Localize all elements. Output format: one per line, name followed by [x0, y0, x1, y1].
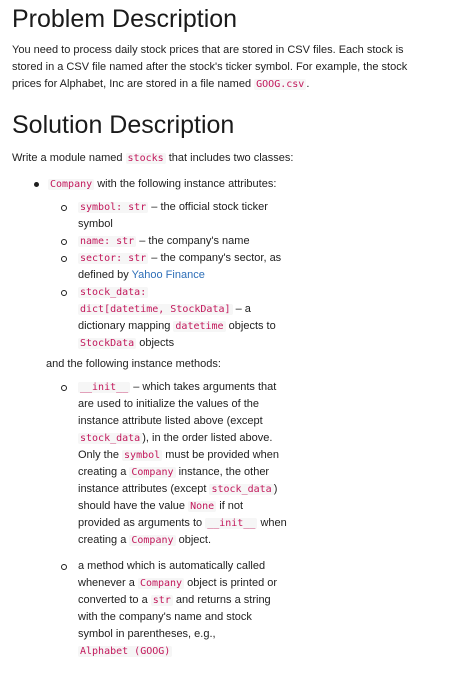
- method-text: instance, the other instance attributes (except: [78, 466, 270, 495]
- method-item-str: [48, 558, 437, 660]
- attribute-list: [48, 199, 437, 352]
- bullet-circle-icon: [61, 564, 67, 570]
- attribute-item-stock-data: [48, 284, 437, 352]
- solution-lead-text: Write a module named: [12, 152, 123, 164]
- bullet-circle-icon: [61, 239, 67, 245]
- attribute-text: objects: [139, 337, 175, 349]
- bullet-circle-icon: [61, 256, 67, 262]
- attribute-code: symbol: str: [80, 202, 147, 213]
- bullet-circle-icon: [61, 385, 67, 391]
- problem-paragraph: [12, 42, 437, 93]
- method-code: __init__: [207, 518, 256, 529]
- module-name-code: stocks: [127, 153, 164, 164]
- problem-text-end: .: [306, 78, 310, 90]
- attribute-code: stock_data:: [80, 287, 147, 298]
- method-list: [48, 379, 437, 660]
- method-code: symbol: [124, 450, 161, 461]
- solution-lead-end: that includes two classes:: [168, 152, 294, 164]
- attribute-code: sector: str: [80, 253, 147, 264]
- attribute-item-sector: [48, 250, 437, 284]
- attribute-text: – the official stock ticker symbol: [78, 201, 268, 230]
- method-text: if not provided as arguments to: [78, 500, 244, 529]
- datetime-code: datetime: [175, 321, 224, 332]
- attribute-type-code: dict[datetime, StockData]: [80, 304, 231, 315]
- file-example-code: GOOG.csv: [256, 79, 305, 90]
- method-text: – which takes arguments that are used to initialize the values of the instance attribute listed above (except: [78, 381, 277, 427]
- method-code: None: [190, 501, 215, 512]
- method-text: object is printed or converted to a: [78, 577, 278, 606]
- method-text: object.: [178, 534, 212, 546]
- problem-text: You need to process daily stock prices that are stored in CSV files. Each stock is stored in a CSV file named after the stock's ticker symbol. For example, the stock prices for Alphabet, Inc are stored in a file named: [12, 44, 408, 90]
- attribute-text: – a dictionary mapping: [78, 303, 251, 332]
- method-item-init: [48, 379, 437, 549]
- method-text: when creating a: [78, 517, 287, 546]
- method-code: Company: [131, 467, 174, 478]
- attribute-text: – the company's name: [139, 235, 250, 247]
- attribute-item-name: [48, 233, 437, 250]
- method-code: str: [152, 595, 171, 606]
- attribute-text: – the company's sector, as defined by: [78, 252, 282, 281]
- method-text: ) should have the value: [78, 483, 278, 512]
- method-text: a method which is automatically called whenever a: [78, 560, 266, 589]
- stockdata-code: StockData: [80, 338, 135, 349]
- method-code: stock_data: [80, 433, 141, 444]
- init-code: __init__: [80, 382, 129, 393]
- class-list: [12, 176, 437, 660]
- bullet-circle-icon: [61, 205, 67, 211]
- method-code: stock_data: [211, 484, 272, 495]
- method-text: and returns a string with the company's name and stock symbol in parentheses, e.g.,: [78, 594, 271, 640]
- solution-paragraph: [12, 150, 437, 167]
- yahoo-finance-link[interactable]: Yahoo Finance: [131, 269, 205, 281]
- company-class-text: with the following instance attributes:: [97, 178, 277, 190]
- class-item-company: [12, 176, 437, 660]
- problem-heading: Problem Description: [12, 5, 238, 33]
- method-text: ), in the order listed above. Only the: [78, 432, 273, 461]
- bullet-circle-icon: [61, 290, 67, 296]
- attribute-code: name: str: [80, 236, 135, 247]
- solution-heading: Solution Description: [12, 111, 235, 139]
- bullet-disc-icon: [34, 182, 39, 187]
- example-output-code: Alphabet (GOOG): [80, 646, 171, 657]
- attribute-item-symbol: [48, 199, 437, 233]
- methods-lead: and the following instance methods:: [46, 358, 221, 370]
- method-text: must be provided when creating a: [78, 449, 279, 478]
- list-spacer: [48, 549, 437, 558]
- method-code: Company: [131, 535, 174, 546]
- attribute-text: objects to: [228, 320, 276, 332]
- method-code: Company: [139, 578, 183, 589]
- company-class-code: Company: [50, 179, 93, 190]
